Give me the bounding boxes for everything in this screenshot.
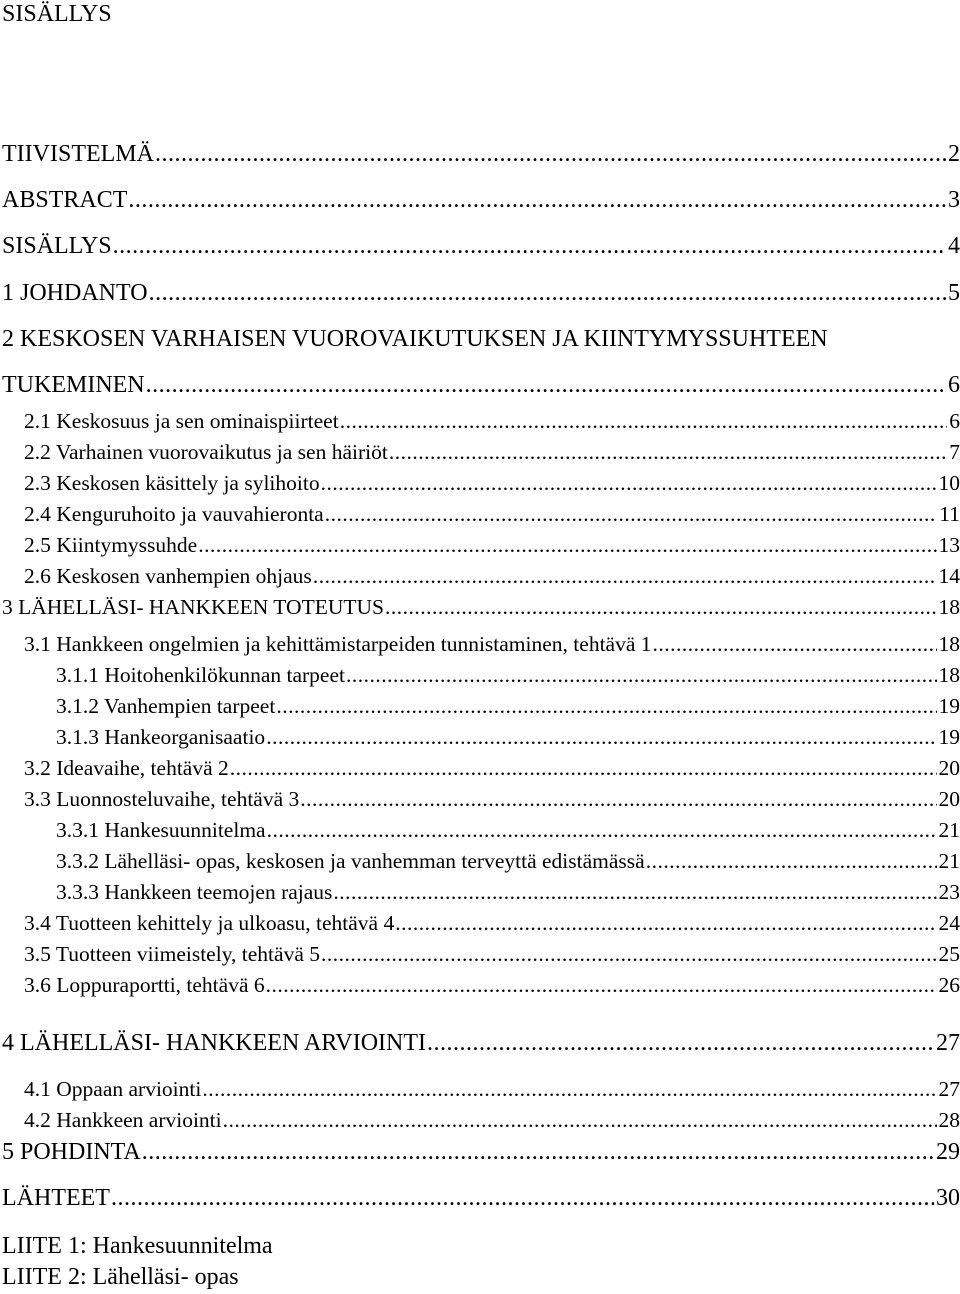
toc-entry-arviointi[interactable]	[2, 1029, 960, 1057]
toc-entry-text: 1 JOHDANTO	[2, 280, 148, 306]
toc-page-number: 10	[938, 471, 960, 495]
toc-page-number: 24	[938, 911, 960, 935]
page-title: SISÄLLYS	[2, 1, 112, 27]
toc-entry-text: SISÄLLYS	[2, 233, 112, 259]
toc-page-number: 14	[938, 564, 960, 588]
toc-entry-text: 2.5 Kiintymyssuhde	[24, 533, 198, 557]
toc-page-number: 27	[936, 1030, 960, 1056]
toc-entry-3-3[interactable]	[24, 786, 960, 812]
toc-page-number: 18	[938, 632, 960, 656]
toc-dot-leader	[149, 279, 946, 307]
toc-entry-2-2[interactable]	[24, 439, 960, 465]
toc-page-number: 3	[948, 187, 960, 213]
toc-dot-leader	[346, 662, 937, 688]
toc-entry-3-5[interactable]	[24, 941, 960, 967]
toc-entry-text: 3.3 Luonnosteluvaihe, tehtävä 3	[24, 787, 300, 811]
toc-page-number: 18	[938, 595, 960, 619]
toc-entry-text: 3.3.3 Hankkeen teemojen rajaus	[56, 880, 333, 904]
toc-entry-3-3-2[interactable]	[56, 848, 960, 874]
toc-entry-3-1[interactable]	[24, 631, 960, 657]
toc-entry-4-2[interactable]	[24, 1107, 960, 1133]
toc-page-number: 7	[949, 440, 960, 464]
toc-dot-leader	[230, 755, 937, 781]
toc-page-number: 6	[948, 372, 960, 398]
toc-page-number: 21	[938, 849, 960, 873]
toc-dot-leader	[427, 1029, 934, 1057]
toc-entry-text: 3.1.3 Hankeorganisaatio	[56, 725, 266, 749]
toc-entry-2-5[interactable]	[24, 532, 960, 558]
toc-entry-text: TIIVISTELMÄ	[2, 141, 154, 167]
toc-dot-leader	[313, 563, 937, 589]
toc-dot-leader	[385, 594, 937, 620]
toc-entry-text: 3.1.2 Vanhempien tarpeet	[56, 694, 276, 718]
toc-dot-leader	[146, 371, 946, 399]
toc-entry-text: 3.1 Hankkeen ongelmien ja kehittämistarpeiden tunnistaminen, tehtävä 1	[24, 632, 652, 656]
toc-entry-abstract[interactable]	[2, 186, 960, 214]
toc-entry-text: 5 POHDINTA	[2, 1139, 141, 1165]
toc-entry-2-6[interactable]	[24, 563, 960, 589]
toc-page-number: 5	[948, 280, 960, 306]
toc-page-number: 27	[938, 1077, 960, 1101]
toc-dot-leader	[113, 232, 946, 260]
toc-entry-text: 4.1 Oppaan arviointi	[24, 1077, 202, 1101]
toc-entry-text: 3.4 Tuotteen kehittely ja ulkoasu, tehtävä 4	[24, 911, 395, 935]
toc-entry-3-1-1[interactable]	[56, 662, 960, 688]
toc-page-number: 20	[938, 787, 960, 811]
toc-entry-pohdinta[interactable]	[2, 1138, 960, 1166]
toc-entry-text: ABSTRACT	[2, 187, 128, 213]
toc-dot-leader	[653, 631, 937, 657]
toc-entry-text: 3 LÄHELLÄSI- HANKKEEN TOTEUTUS	[2, 595, 384, 619]
toc-page-number: 2	[948, 141, 960, 167]
toc-dot-leader	[389, 439, 947, 465]
toc-entry-text: 3.3.1 Hankesuunnitelma	[56, 818, 266, 842]
toc-dot-leader	[155, 140, 946, 168]
toc-page-number: 28	[938, 1108, 960, 1132]
toc-entry-text: 4 LÄHELLÄSI- HANKKEEN ARVIOINTI	[2, 1030, 427, 1056]
toc-entry-text: 4.2 Hankkeen arviointi	[24, 1108, 222, 1132]
toc-entry-keskosen-tukeminen[interactable]	[2, 371, 960, 399]
toc-dot-leader	[325, 501, 938, 527]
toc-entry-sisallys[interactable]	[2, 232, 960, 260]
toc-page-number: 30	[936, 1185, 960, 1211]
toc-dot-leader	[202, 1076, 936, 1102]
toc-dot-leader	[223, 1107, 937, 1133]
toc-page-number: 6	[949, 409, 960, 433]
toc-entry-3-1-3[interactable]	[56, 724, 960, 750]
toc-page-number: 13	[938, 533, 960, 557]
toc-dot-leader	[321, 470, 937, 496]
toc-dot-leader	[333, 879, 936, 905]
toc-dot-leader	[266, 724, 936, 750]
toc-dot-leader	[111, 1184, 934, 1212]
toc-page-number: 23	[938, 880, 960, 904]
toc-entry-text: 2.2 Varhainen vuorovaikutus ja sen häiriöt	[24, 440, 388, 464]
toc-entry-3-3-3[interactable]	[56, 879, 960, 905]
toc-entry-text: TUKEMINEN	[2, 372, 145, 398]
toc-dot-leader	[646, 848, 937, 874]
toc-page-number: 11	[939, 502, 960, 526]
toc-entry-4-1[interactable]	[24, 1076, 960, 1102]
toc-entry-text: 2.6 Keskosen vanhempien ohjaus	[24, 564, 312, 588]
toc-entry-toteutus[interactable]	[2, 594, 960, 620]
toc-entry-text: 3.2 Ideavaihe, tehtävä 2	[24, 756, 229, 780]
toc-entry-text: 3.1.1 Hoitohenkilökunnan tarpeet	[56, 663, 345, 687]
toc-dot-leader	[321, 941, 937, 967]
toc-dot-leader	[198, 532, 936, 558]
toc-page-number: 19	[938, 694, 960, 718]
toc-entry-johdanto[interactable]	[2, 279, 960, 307]
toc-entry-2-4[interactable]	[24, 501, 960, 527]
toc-page-number: 25	[938, 942, 960, 966]
toc-page-number: 21	[938, 818, 960, 842]
toc-dot-leader	[142, 1138, 934, 1166]
toc-entry-3-6[interactable]	[24, 972, 960, 998]
toc-entry-2-1[interactable]	[24, 408, 960, 434]
toc-dot-leader	[276, 693, 936, 719]
toc-dot-leader	[128, 186, 946, 214]
toc-entry-text: 2.4 Kenguruhoito ja vauvahieronta	[24, 502, 324, 526]
toc-entry-text: LÄHTEET	[2, 1185, 110, 1211]
toc-page-number: 20	[938, 756, 960, 780]
toc-entry-text: 3.3.2 Lähelläsi- opas, keskosen ja vanhemman terveyttä edistämässä	[56, 849, 645, 873]
toc-entry-text: 3.5 Tuotteen viimeistely, tehtävä 5	[24, 942, 320, 966]
toc-page-number: 29	[936, 1139, 960, 1165]
appendix-item: LIITE 1: Hankesuunnitelma	[2, 1233, 273, 1259]
toc-entry-3-4[interactable]	[24, 910, 960, 936]
appendix-item: LIITE 2: Lähelläsi- opas	[2, 1264, 239, 1290]
toc-dot-leader	[267, 817, 937, 843]
toc-entry-text: 2.1 Keskosuus ja sen ominaispiirteet	[24, 409, 339, 433]
toc-dot-leader	[395, 910, 936, 936]
toc-entry-text: 3.6 Loppuraportti, tehtävä 6	[24, 973, 265, 997]
toc-page-number: 18	[938, 663, 960, 687]
toc-page-number: 4	[948, 233, 960, 259]
toc-page-number: 26	[938, 973, 960, 997]
toc-dot-leader	[300, 786, 936, 812]
toc-page-number: 19	[938, 725, 960, 749]
toc-entry-3-2[interactable]	[24, 755, 960, 781]
toc-entry-3-3-1[interactable]	[56, 817, 960, 843]
toc-entry-2-3[interactable]	[24, 470, 960, 496]
toc-entry-text: 2.3 Keskosen käsittely ja sylihoito	[24, 471, 320, 495]
toc-entry-3-1-2[interactable]	[56, 693, 960, 719]
toc-entry-tiivistelma[interactable]	[2, 140, 960, 168]
toc-dot-leader	[340, 408, 948, 434]
toc-entry-text-line1[interactable]: 2 KESKOSEN VARHAISEN VUOROVAIKUTUKSEN JA KIINTYMYSSUHTEEN	[2, 326, 828, 352]
toc-entry-lahteet[interactable]	[2, 1184, 960, 1212]
toc-dot-leader	[266, 972, 937, 998]
